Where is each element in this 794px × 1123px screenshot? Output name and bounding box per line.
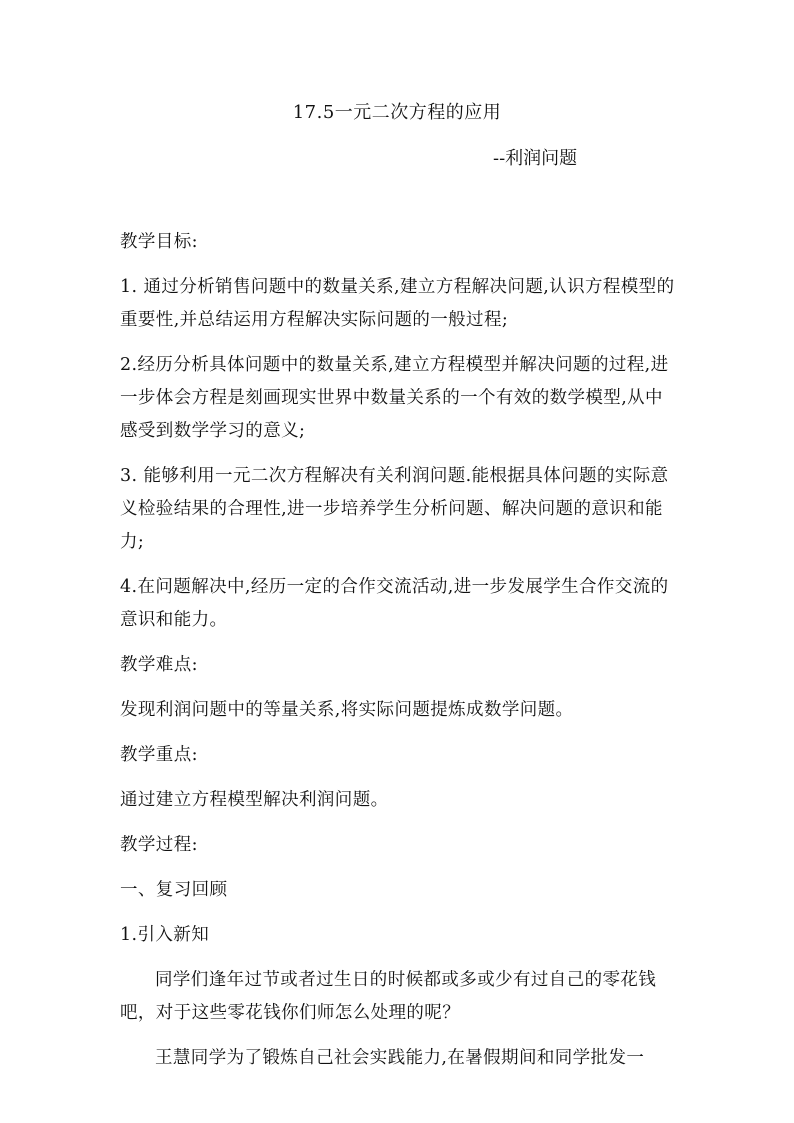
paragraph: 王慧同学为了锻炼自己社会实践能力,在暑假期间和同学批发一 — [155, 1048, 645, 1068]
paragraph: 发现利润问题中的等量关系,将实际问题提炼成数学问题。 — [120, 700, 574, 720]
paragraph: 2.经历分析具体问题中的数量关系,建立方程模型并解决问题的过程,进一步体会方程是刻画现实世界中数量关系的一个有效的数学模型,从中感受到数学学习的意义; — [120, 355, 669, 441]
paragraph: 教学目标: — [120, 232, 198, 252]
paragraph: 一、复习回顾 — [120, 880, 228, 900]
paragraph: 教学过程: — [120, 835, 198, 855]
document-title: 17.5一元二次方程的应用 — [292, 102, 502, 123]
paragraph: 4.在问题解决中,经历一定的合作交流活动,进一步发展学生合作交流的意识和能力。 — [120, 577, 669, 630]
paragraph: 教学重点: — [120, 745, 198, 765]
paragraph: 同学们逢年过节或者过生日的时候都或多或少有过自己的零花钱吧，对于这些零花钱你们师怎么处理的呢？ — [120, 970, 657, 1023]
paragraph: 3. 能够利用一元二次方程解决有关利润问题.能根据具体问题的实际意义检验结果的合理性,进一步培养学生分析问题、解决问题的意识和能力; — [120, 466, 669, 552]
paragraph: 通过建立方程模型解决利润问题。 — [120, 790, 389, 810]
document-body — [120, 226, 676, 1087]
paragraph: 1. 通过分析销售问题中的数量关系,建立方程解决问题,认识方程模型的重要性,并总结运用方程解决实际问题的一般过程; — [120, 277, 675, 330]
document-subtitle: --利润问题 — [493, 148, 578, 169]
paragraph: 教学难点: — [120, 655, 198, 675]
paragraph: 1.引入新知 — [120, 925, 210, 945]
